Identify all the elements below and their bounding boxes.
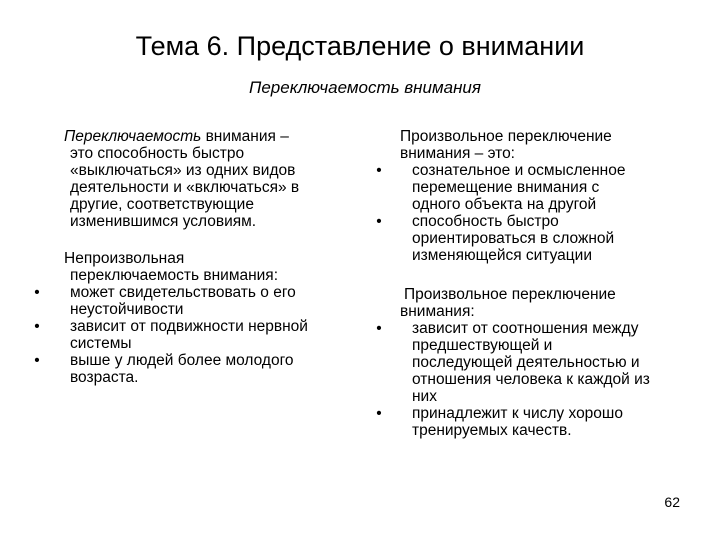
list-item-line: способность быстро (412, 213, 559, 230)
list-item-line: них (412, 388, 437, 405)
subtitle-term: Переключаемость (249, 78, 400, 97)
involuntary-list (30, 284, 360, 386)
list-item-line: неустойчивости (70, 301, 184, 318)
left-column (30, 128, 360, 386)
voluntary-props-heading-line: Произвольное переключение (404, 286, 616, 303)
voluntary-def-list (372, 162, 692, 264)
involuntary-heading-line: Непроизвольная (64, 250, 185, 267)
subtitle-rest: внимания (399, 78, 481, 97)
list-item-line: ориентироваться в сложной (412, 230, 615, 247)
list-item-line: принадлежит к числу хорошо (412, 405, 623, 422)
page-number: 62 (664, 494, 680, 510)
list-item (30, 284, 360, 318)
bullet-icon: • (376, 320, 382, 337)
definition-line: другие, соответствующие (70, 196, 254, 213)
slide-title: Тема 6. Представление о внимании (135, 31, 585, 61)
involuntary-heading (30, 250, 360, 284)
list-item-line: сознательное и осмысленное (412, 162, 626, 179)
voluntary-def-heading (372, 128, 692, 162)
list-item-line: отношения человека к каждой из (412, 371, 650, 388)
list-item-line: последующей деятельностью и (412, 354, 640, 371)
voluntary-def-heading-line: Произвольное переключение (400, 128, 612, 145)
bullet-icon: • (34, 318, 40, 335)
list-item-line: тренируемых качеств. (412, 422, 572, 439)
bullet-icon: • (376, 405, 382, 422)
list-item-line: зависит от подвижности нервной (70, 318, 308, 335)
slide-subtitle (0, 78, 720, 98)
list-item-line: перемещение внимания с (412, 179, 600, 196)
definition-block (30, 128, 360, 230)
list-item-line: зависит от соотношения между (412, 320, 639, 337)
bullet-icon: • (376, 213, 382, 230)
list-item (372, 320, 692, 405)
definition-term: Переключаемость (64, 128, 202, 145)
definition-line: «выключаться» из одних видов (70, 162, 296, 179)
list-item (372, 162, 692, 213)
list-item-line: одного объекта на другой (412, 196, 597, 213)
definition-dash: внимания – (201, 128, 289, 145)
list-item (372, 405, 692, 439)
voluntary-props-heading-line: внимания: (400, 303, 475, 320)
involuntary-heading-line: переключаемость внимания: (70, 267, 279, 284)
definition-line: деятельности и «включаться» в (70, 179, 300, 196)
list-item-line: выше у людей более молодого (70, 352, 294, 369)
bullet-icon: • (34, 352, 40, 369)
right-column (372, 128, 692, 439)
voluntary-props-list (372, 320, 692, 439)
voluntary-props-heading (372, 286, 692, 320)
list-item-line: возраста. (70, 369, 139, 386)
list-item-line: изменяющейся ситуации (412, 247, 592, 264)
list-item-line: предшествующей и (412, 337, 553, 354)
bullet-icon: • (376, 162, 382, 179)
bullet-icon: • (34, 284, 40, 301)
list-item-line: может свидетельствовать о его (70, 284, 296, 301)
voluntary-def-heading-line: внимания – это: (400, 145, 515, 162)
definition-line: это способность быстро (70, 145, 245, 162)
definition-line: изменившимся условиям. (70, 213, 257, 230)
list-item-line: системы (70, 335, 132, 352)
list-item (30, 318, 360, 352)
list-item (372, 213, 692, 264)
list-item (30, 352, 360, 386)
definition-first-line (64, 128, 360, 145)
